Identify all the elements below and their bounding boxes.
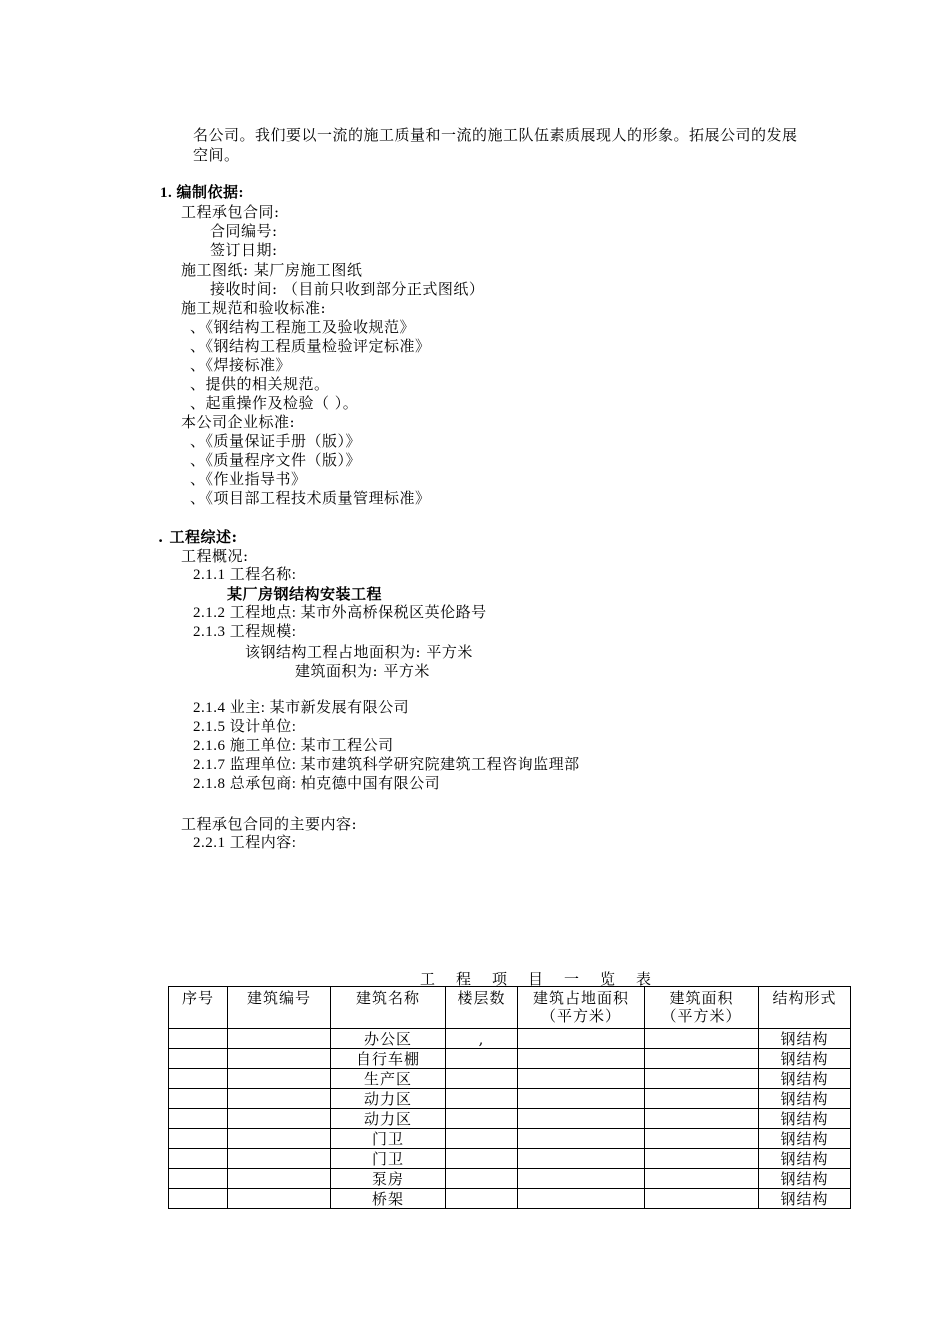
cell-index [169, 1049, 228, 1069]
standard-item: 、《钢结构工程施工及验收规范》 [190, 318, 416, 336]
cell-floors [446, 1169, 518, 1189]
table-row [169, 1049, 851, 1069]
section1-heading: 1. 编制依据: [160, 185, 244, 201]
table-row [169, 1169, 851, 1189]
header-floors [446, 987, 518, 1029]
cell-index [169, 1109, 228, 1129]
cell-floors [446, 1069, 518, 1089]
cell-building-name: 泵房 [331, 1169, 446, 1189]
table-header-row [169, 987, 851, 1029]
cell-structure: 钢结构 [759, 1169, 851, 1189]
header-land-area [518, 987, 645, 1029]
header-unit: （平方米） [661, 1007, 742, 1025]
sign-date: 签订日期: [210, 241, 278, 259]
general-contractor: 2.1.8 总承包商: 柏克德中国有限公司 [193, 776, 441, 792]
cell-building-no [228, 1189, 331, 1209]
cell-land-area [518, 1069, 645, 1089]
cell-floor-area [645, 1189, 759, 1209]
cell-structure: 钢结构 [759, 1089, 851, 1109]
cell-building-no [228, 1029, 331, 1049]
contract-no: 合同编号: [210, 222, 278, 240]
header-label: 序号 [181, 989, 214, 1007]
cell-floors [446, 1189, 518, 1209]
cell-floors [446, 1129, 518, 1149]
cell-building-no [228, 1149, 331, 1169]
contract-content-label: 工程承包合同的主要内容: [181, 815, 358, 833]
cell-land-area [518, 1129, 645, 1149]
company-std-label: 本公司企业标准: [181, 413, 296, 431]
standard-item: 、提供的相关规范。 [190, 375, 330, 393]
header-label: 结构形式 [772, 989, 837, 1007]
cell-floor-area [645, 1029, 759, 1049]
cell-building-no [228, 1049, 331, 1069]
cell-floors [446, 1149, 518, 1169]
supervisor: 2.1.7 监理单位: 某市建筑科学研究院建筑工程咨询监理部 [193, 757, 580, 773]
cell-structure: 钢结构 [759, 1129, 851, 1149]
cell-land-area [518, 1189, 645, 1209]
cell-building-no [228, 1089, 331, 1109]
drawings: 施工图纸: 某厂房施工图纸 [181, 261, 363, 279]
cell-structure: 钢结构 [759, 1149, 851, 1169]
header-building-name [331, 987, 446, 1029]
cell-land-area [518, 1029, 645, 1049]
cell-structure: 钢结构 [759, 1049, 851, 1069]
cell-land-area [518, 1049, 645, 1069]
constructor: 2.1.6 施工单位: 某市工程公司 [193, 738, 394, 754]
cell-structure: 钢结构 [759, 1029, 851, 1049]
cell-floor-area [645, 1089, 759, 1109]
project-location: 2.1.2 工程地点: 某市外高桥保税区英伦路号 [193, 605, 487, 621]
designer: 2.1.5 设计单位: [193, 719, 297, 735]
cell-floor-area [645, 1149, 759, 1169]
cell-land-area [518, 1169, 645, 1189]
intro-line-1: 名公司。我们要以一流的施工质量和一流的施工队伍素质展现人的形象。拓展公司的发展 [193, 126, 798, 144]
intro-line-2: 空间。 [193, 146, 240, 164]
cell-land-area [518, 1089, 645, 1109]
cell-floors: , [446, 1029, 518, 1049]
cell-index [169, 1069, 228, 1089]
cell-floor-area [645, 1169, 759, 1189]
receive-time: 接收时间: （目前只收到部分正式图纸） [210, 280, 485, 298]
table-row [169, 1089, 851, 1109]
project-name: 某厂房钢结构安装工程 [227, 585, 383, 603]
cell-structure: 钢结构 [759, 1069, 851, 1089]
table-row [169, 1109, 851, 1129]
header-label: 楼层数 [457, 989, 506, 1007]
cell-building-no [228, 1169, 331, 1189]
cell-floor-area [645, 1069, 759, 1089]
company-std-item: 、《质量程序文件（版）》 [190, 451, 362, 469]
standards-label: 施工规范和验收标准: [181, 299, 327, 317]
section2-heading: . 工程综述: [158, 528, 238, 546]
overview-label: 工程概况: [181, 547, 249, 565]
owner: 2.1.4 业主: 某市新发展有限公司 [193, 700, 410, 716]
cell-floors [446, 1049, 518, 1069]
header-index [169, 987, 228, 1029]
cell-floor-area [645, 1109, 759, 1129]
header-floor-area [645, 987, 759, 1029]
company-std-item: 、《质量保证手册（版）》 [190, 432, 362, 450]
header-unit: （平方米） [540, 1007, 621, 1025]
cell-building-name: 门卫 [331, 1149, 446, 1169]
cell-building-name: 动力区 [331, 1089, 446, 1109]
cell-building-no [228, 1109, 331, 1129]
contract-label: 工程承包合同: [181, 203, 280, 221]
cell-building-name: 自行车棚 [331, 1049, 446, 1069]
cell-floor-area [645, 1129, 759, 1149]
table-row [169, 1029, 851, 1049]
cell-building-name: 生产区 [331, 1069, 446, 1089]
table-row [169, 1149, 851, 1169]
cell-index [169, 1089, 228, 1109]
table-row [169, 1069, 851, 1089]
header-label: 建筑名称 [355, 989, 420, 1007]
header-label: 建筑面积 [669, 989, 734, 1007]
header-building-no [228, 987, 331, 1029]
standard-item: 、《焊接标准》 [190, 356, 292, 374]
cell-structure: 钢结构 [759, 1109, 851, 1129]
header-label: 建筑占地面积 [532, 989, 629, 1007]
table-row [169, 1129, 851, 1149]
cell-index [169, 1129, 228, 1149]
standard-item: 、《钢结构工程质量检验评定标准》 [190, 337, 431, 355]
company-std-item: 、《项目部工程技术质量管理标准》 [190, 489, 431, 507]
project-scale-label: 2.1.3 工程规模: [193, 624, 297, 640]
work-content-label: 2.2.1 工程内容: [193, 835, 297, 851]
project-table [168, 986, 851, 1209]
cell-building-no [228, 1069, 331, 1089]
cell-index [169, 1169, 228, 1189]
project-name-label: 2.1.1 工程名称: [193, 567, 297, 583]
cell-building-name: 办公区 [331, 1029, 446, 1049]
cell-building-name: 动力区 [331, 1109, 446, 1129]
table-title: 工程项目一览表 [420, 970, 673, 988]
build-area: 建筑面积为: 平方米 [295, 662, 430, 680]
cell-index [169, 1029, 228, 1049]
header-label: 建筑编号 [246, 989, 311, 1007]
standard-item: 、起重操作及检验（ ）。 [190, 394, 359, 412]
cell-floors [446, 1089, 518, 1109]
cell-index [169, 1189, 228, 1209]
cell-floors [446, 1109, 518, 1129]
cell-land-area [518, 1109, 645, 1129]
cell-building-name: 桥架 [331, 1189, 446, 1209]
cell-index [169, 1149, 228, 1169]
cell-building-no [228, 1129, 331, 1149]
cell-floor-area [645, 1049, 759, 1069]
company-std-item: 、《作业指导书》 [190, 470, 307, 488]
cell-building-name: 门卫 [331, 1129, 446, 1149]
cell-structure: 钢结构 [759, 1189, 851, 1209]
land-area: 该钢结构工程占地面积为: 平方米 [245, 643, 473, 661]
cell-land-area [518, 1149, 645, 1169]
table-row [169, 1189, 851, 1209]
header-structure [759, 987, 851, 1029]
